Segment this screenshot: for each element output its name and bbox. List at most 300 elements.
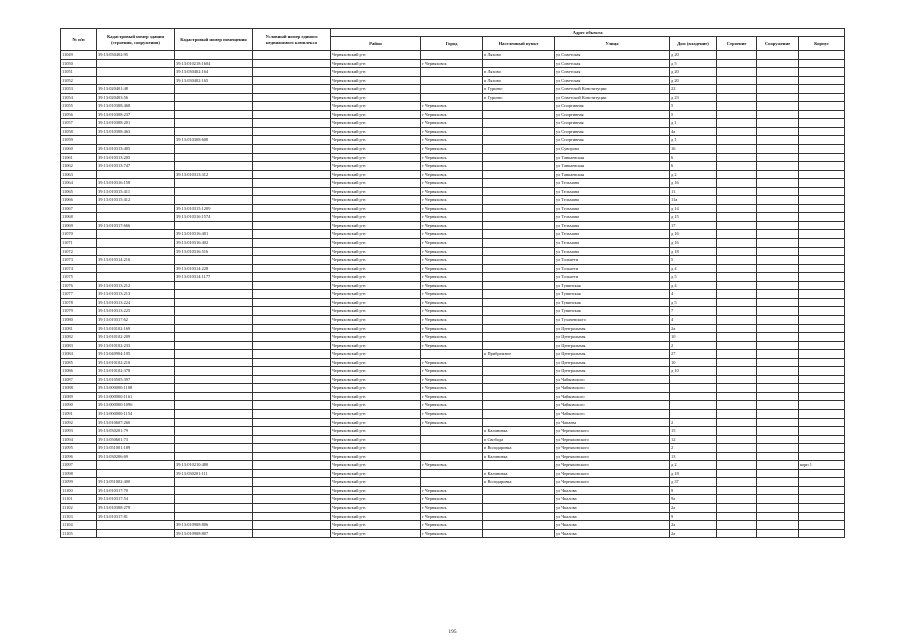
cell-building: 39:13:010308:468 (97, 102, 175, 111)
cell-city: г Черняховск (421, 256, 483, 265)
cell-city: г Черняховск (421, 298, 483, 307)
header-city: Город (421, 37, 483, 51)
cell-street: ул Советская (555, 51, 670, 60)
header-address: Адрес объекта (331, 29, 845, 37)
cell-corpus (799, 76, 845, 85)
cell-construction (757, 170, 799, 179)
cell-complex (253, 341, 331, 350)
cell-complex (253, 418, 331, 427)
cell-settlement (483, 409, 555, 418)
cell-house: д 5 (670, 59, 717, 68)
cell-settlement (483, 187, 555, 196)
cell-house: д 4 (670, 281, 717, 290)
cell-building: 39:13:010317:54 (97, 495, 175, 504)
cell-complex (253, 324, 331, 333)
cell-complex (253, 204, 331, 213)
cell-num: 11061 (61, 153, 97, 162)
cell-num: 11052 (61, 76, 97, 85)
cell-settlement (483, 290, 555, 299)
cell-building: 39:13:010313:213 (97, 290, 175, 299)
cell-num: 11081 (61, 324, 97, 333)
cell-house (670, 392, 717, 401)
cell-corpus (799, 350, 845, 359)
cell-house: 2а (670, 521, 717, 530)
cell-construction (757, 290, 799, 299)
header-complex: Условный номер единого недвижимого комплекса (253, 29, 331, 51)
cell-building: 39:13:020401:48 (97, 85, 175, 94)
cell-complex (253, 409, 331, 418)
cell-building (97, 204, 175, 213)
cell-structure (717, 298, 757, 307)
table-row (61, 495, 845, 504)
cell-settlement (483, 281, 555, 290)
cell-settlement (483, 298, 555, 307)
table-row (61, 170, 845, 179)
cell-house: д 1 (670, 136, 717, 145)
cell-construction (757, 239, 799, 248)
cell-house: д 20 (670, 68, 717, 77)
table-row (61, 230, 845, 239)
cell-city: г Черняховск (421, 153, 483, 162)
cell-construction (757, 307, 799, 316)
cell-premises (175, 350, 253, 359)
cell-corpus (799, 529, 845, 538)
cell-corpus (799, 239, 845, 248)
cell-district: Черняховский р-н (331, 230, 421, 239)
cell-settlement (483, 59, 555, 68)
cell-house: д 16 (670, 239, 717, 248)
cell-district: Черняховский р-н (331, 59, 421, 68)
cell-street: ул Чкалова (555, 521, 670, 530)
cell-street: ул Черняховского (555, 435, 670, 444)
cell-settlement (483, 221, 555, 230)
cell-structure (717, 213, 757, 222)
cell-complex (253, 51, 331, 60)
cell-building: 39:13:010102:233 (97, 341, 175, 350)
cell-num: 11097 (61, 461, 97, 470)
cell-construction (757, 384, 799, 393)
table-row (61, 273, 845, 282)
cell-complex (253, 68, 331, 77)
cell-settlement (483, 119, 555, 128)
cell-complex (253, 350, 331, 359)
cell-num: 11069 (61, 221, 97, 230)
cell-num: 11083 (61, 341, 97, 350)
cell-district: Черняховский р-н (331, 170, 421, 179)
cell-building: 39:13:000000:1154 (97, 409, 175, 418)
cell-street: ул Танкаевская (555, 170, 670, 179)
cell-num: 11087 (61, 375, 97, 384)
cell-house: 11а (670, 196, 717, 205)
table-row (61, 127, 845, 136)
cell-house: 4а (670, 127, 717, 136)
cell-complex (253, 162, 331, 171)
table-row (61, 315, 845, 324)
cell-corpus (799, 204, 845, 213)
cell-corpus (799, 478, 845, 487)
cell-house: д 5 (670, 273, 717, 282)
cell-building: 39:13:010313:405 (97, 145, 175, 154)
cell-corpus (799, 452, 845, 461)
cell-building: 39:13:010102:209 (97, 333, 175, 342)
cell-corpus (799, 495, 845, 504)
table-row (61, 179, 845, 188)
cell-street: ул Чайковского (555, 409, 670, 418)
cell-corpus (799, 521, 845, 530)
cell-house: 13 (670, 452, 717, 461)
cell-city: г Черняховск (421, 136, 483, 145)
cell-num: 11098 (61, 469, 97, 478)
cell-building: 39:13:010308:463 (97, 127, 175, 136)
cell-premises (175, 486, 253, 495)
cell-street: ул Советская (555, 59, 670, 68)
cell-street: ул Советская (555, 76, 670, 85)
cell-house: д 37 (670, 478, 717, 487)
cell-street: ул Тувинская (555, 281, 670, 290)
cell-house: 6 (670, 153, 717, 162)
cell-corpus (799, 170, 845, 179)
cell-district: Черняховский р-н (331, 162, 421, 171)
cell-premises (175, 127, 253, 136)
table-row (61, 102, 845, 111)
table-row (61, 119, 845, 128)
cell-num: 11059 (61, 136, 97, 145)
cell-structure (717, 59, 757, 68)
cell-corpus (799, 427, 845, 436)
cell-district: Черняховский р-н (331, 350, 421, 359)
cell-premises: 39:13:030201:111 (175, 469, 253, 478)
cell-house: 9 (670, 486, 717, 495)
cell-premises (175, 196, 253, 205)
cell-city: г Черняховск (421, 358, 483, 367)
cell-settlement (483, 127, 555, 136)
cell-corpus (799, 341, 845, 350)
cell-district: Черняховский р-н (331, 264, 421, 273)
cell-complex (253, 486, 331, 495)
cell-structure (717, 435, 757, 444)
cell-structure (717, 85, 757, 94)
cell-premises (175, 435, 253, 444)
cell-corpus (799, 153, 845, 162)
cell-num: 11062 (61, 162, 97, 171)
cell-num: 11079 (61, 307, 97, 316)
cell-house: 6 (670, 162, 717, 171)
cell-complex (253, 358, 331, 367)
cell-premises: 39:13:010316:401 (175, 230, 253, 239)
cell-building: 39:13:051002:400 (97, 478, 175, 487)
cell-district: Черняховский р-н (331, 179, 421, 188)
cell-premises (175, 444, 253, 453)
cell-street: ул Советской Конституции (555, 93, 670, 102)
cell-district: Черняховский р-н (331, 136, 421, 145)
cell-settlement (483, 307, 555, 316)
cell-street: ул Советская (555, 68, 670, 77)
cell-corpus (799, 281, 845, 290)
cell-district: Черняховский р-н (331, 324, 421, 333)
cell-house: 2 (670, 341, 717, 350)
cell-building: 39:13:010313:212 (97, 281, 175, 290)
cell-district: Черняховский р-н (331, 375, 421, 384)
cell-corpus (799, 59, 845, 68)
cell-structure (717, 187, 757, 196)
cell-num: 11051 (61, 68, 97, 77)
cell-structure (717, 51, 757, 60)
table-row (61, 68, 845, 77)
cell-district: Черняховский р-н (331, 110, 421, 119)
cell-city: г Черняховск (421, 418, 483, 427)
cell-house (670, 409, 717, 418)
cell-structure (717, 230, 757, 239)
cell-premises (175, 119, 253, 128)
cell-settlement (483, 136, 555, 145)
cell-street: ул Центральная (555, 341, 670, 350)
cell-num: 11075 (61, 273, 97, 282)
cell-premises (175, 307, 253, 316)
cell-settlement (483, 384, 555, 393)
cell-premises (175, 256, 253, 265)
cell-premises (175, 179, 253, 188)
cell-premises (175, 110, 253, 119)
cell-complex (253, 170, 331, 179)
cell-building (97, 469, 175, 478)
cell-building (97, 136, 175, 145)
cell-construction (757, 204, 799, 213)
cell-district: Черняховский р-н (331, 153, 421, 162)
cell-settlement: п Володаровка (483, 478, 555, 487)
cell-district: Черняховский р-н (331, 221, 421, 230)
cell-num: 11057 (61, 119, 97, 128)
table-row (61, 392, 845, 401)
cell-street: ул Черняховского (555, 461, 670, 470)
cell-corpus (799, 127, 845, 136)
cell-house: д 14 (670, 204, 717, 213)
cell-num: 11072 (61, 247, 97, 256)
cell-city: г Черняховск (421, 110, 483, 119)
header-construction: Сооружение (757, 37, 799, 51)
cell-house: д 23 (670, 93, 717, 102)
cell-structure (717, 444, 757, 453)
cell-house: 17 (670, 221, 717, 230)
cell-num: 11071 (61, 239, 97, 248)
cell-house: д 10 (670, 367, 717, 376)
cell-district: Черняховский р-н (331, 247, 421, 256)
cell-complex (253, 333, 331, 342)
cell-house: 11 (670, 187, 717, 196)
cell-building: 39:13:010317:666 (97, 221, 175, 230)
cell-street: ул Тельмана (555, 213, 670, 222)
cell-construction (757, 59, 799, 68)
cell-premises (175, 315, 253, 324)
cell-settlement (483, 110, 555, 119)
table-row (61, 76, 845, 85)
cell-corpus (799, 384, 845, 393)
table-row (61, 307, 845, 316)
cell-district: Черняховский р-н (331, 127, 421, 136)
cell-corpus (799, 102, 845, 111)
cell-complex (253, 375, 331, 384)
cell-city (421, 68, 483, 77)
cell-structure (717, 452, 757, 461)
cell-construction (757, 256, 799, 265)
cell-city: г Черняховск (421, 495, 483, 504)
cell-complex (253, 298, 331, 307)
cell-structure (717, 170, 757, 179)
table-row (61, 162, 845, 171)
cell-corpus (799, 409, 845, 418)
table-row (61, 153, 845, 162)
cell-construction (757, 213, 799, 222)
cell-num: 11068 (61, 213, 97, 222)
cell-complex (253, 401, 331, 410)
table-row (61, 444, 845, 453)
cell-city: г Черняховск (421, 239, 483, 248)
cell-construction (757, 153, 799, 162)
cell-house: 10 (670, 358, 717, 367)
cell-street: ул Спортивная (555, 136, 670, 145)
cell-construction (757, 375, 799, 384)
cell-complex (253, 512, 331, 521)
table-row (61, 204, 845, 213)
table-row (61, 187, 845, 196)
cell-building: 39:13:010313:225 (97, 307, 175, 316)
cell-num: 11100 (61, 486, 97, 495)
cell-num: 11063 (61, 170, 97, 179)
cell-building: 39:13:000000:1108 (97, 384, 175, 393)
cell-house: 2а (670, 503, 717, 512)
cell-premises (175, 298, 253, 307)
cell-complex (253, 469, 331, 478)
cell-street: ул Тельмана (555, 196, 670, 205)
cell-num: 11060 (61, 145, 97, 154)
table-row (61, 51, 845, 60)
cell-district: Черняховский р-н (331, 290, 421, 299)
cell-house: 15 (670, 427, 717, 436)
cell-settlement (483, 333, 555, 342)
cell-house: 2а (670, 324, 717, 333)
cell-structure (717, 93, 757, 102)
cell-district: Черняховский р-н (331, 495, 421, 504)
cell-premises (175, 187, 253, 196)
cell-city: г Черняховск (421, 264, 483, 273)
cell-construction (757, 110, 799, 119)
cell-complex (253, 384, 331, 393)
table-row (61, 256, 845, 265)
cell-district: Черняховский р-н (331, 384, 421, 393)
cell-structure (717, 521, 757, 530)
cell-street: ул Спортивная (555, 110, 670, 119)
header-building: Кадастровый номер здания (строения, сооружения) (97, 29, 175, 51)
cell-house: д 16 (670, 230, 717, 239)
cell-settlement (483, 418, 555, 427)
cell-settlement (483, 196, 555, 205)
cell-building: 39:13:030402:95 (97, 51, 175, 60)
table-row (61, 452, 845, 461)
cell-num: 11050 (61, 59, 97, 68)
table-row (61, 290, 845, 299)
cell-structure (717, 68, 757, 77)
page-number: 195 (448, 629, 457, 635)
cell-corpus (799, 512, 845, 521)
cell-settlement: п Прибрежное (483, 350, 555, 359)
cell-corpus (799, 298, 845, 307)
cell-premises: 39:13:010908:806 (175, 521, 253, 530)
cell-premises (175, 153, 253, 162)
cell-premises: 39:13:010314:228 (175, 264, 253, 273)
cell-premises: 39:13:010314:1177 (175, 273, 253, 282)
cell-corpus (799, 187, 845, 196)
cell-city: г Черняховск (421, 529, 483, 538)
cell-city: г Черняховск (421, 341, 483, 350)
cell-building: 39:13:010102:210 (97, 358, 175, 367)
cell-structure (717, 247, 757, 256)
cell-structure (717, 239, 757, 248)
cell-construction (757, 333, 799, 342)
cell-city: г Черняховск (421, 503, 483, 512)
cell-num: 11088 (61, 384, 97, 393)
cell-building: 39:13:050601:73 (97, 435, 175, 444)
cell-complex (253, 102, 331, 111)
cell-structure (717, 495, 757, 504)
cell-construction (757, 221, 799, 230)
cell-building (97, 76, 175, 85)
cell-premises (175, 341, 253, 350)
cell-complex (253, 153, 331, 162)
cell-complex (253, 230, 331, 239)
cell-complex (253, 307, 331, 316)
cell-structure (717, 273, 757, 282)
cell-num: 11058 (61, 127, 97, 136)
header-corpus: Корпус (799, 37, 845, 51)
cell-num: 11056 (61, 110, 97, 119)
cell-city: г Черняховск (421, 247, 483, 256)
cell-settlement: п Володаровка (483, 444, 555, 453)
cell-num: 11054 (61, 93, 97, 102)
cell-street: ул Танкаевская (555, 162, 670, 171)
cell-district: Черняховский р-н (331, 307, 421, 316)
cell-district: Черняховский р-н (331, 529, 421, 538)
cell-district: Черняховский р-н (331, 187, 421, 196)
cell-house: 2 (670, 418, 717, 427)
cell-structure (717, 486, 757, 495)
cell-settlement (483, 230, 555, 239)
cell-district: Черняховский р-н (331, 503, 421, 512)
cell-complex (253, 256, 331, 265)
cell-district: Черняховский р-н (331, 119, 421, 128)
cell-corpus (799, 256, 845, 265)
cell-corpus (799, 307, 845, 316)
cell-complex (253, 478, 331, 487)
cell-street: ул Черняховского (555, 469, 670, 478)
cell-construction (757, 145, 799, 154)
cell-construction (757, 136, 799, 145)
cell-street: ул Тельмана (555, 221, 670, 230)
cell-premises (175, 384, 253, 393)
cell-num: 11092 (61, 418, 97, 427)
cell-settlement (483, 358, 555, 367)
cell-corpus (799, 435, 845, 444)
cell-complex (253, 93, 331, 102)
cell-construction (757, 461, 799, 470)
cell-premises (175, 418, 253, 427)
cell-corpus (799, 290, 845, 299)
cell-city: г Черняховск (421, 187, 483, 196)
cell-settlement (483, 315, 555, 324)
cell-street: ул Тельмана (555, 204, 670, 213)
cell-structure (717, 102, 757, 111)
cell-city: г Черняховск (421, 127, 483, 136)
cell-settlement (483, 461, 555, 470)
cell-street: ул Танкаевская (555, 153, 670, 162)
